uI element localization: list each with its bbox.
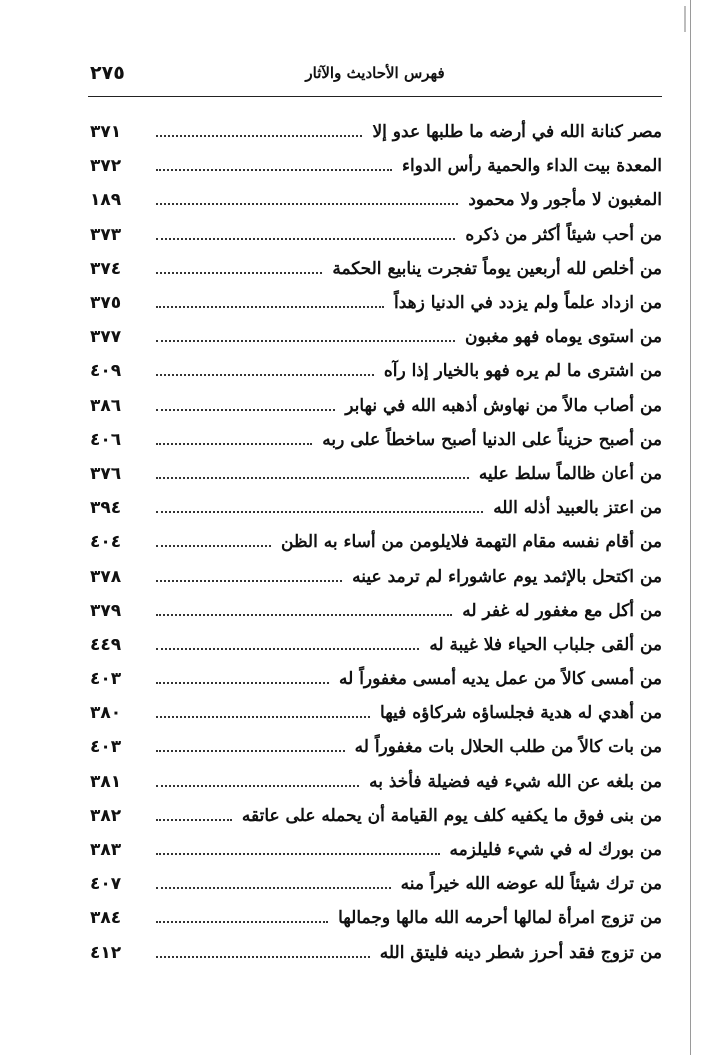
entry-page-number: ١٨٩ — [90, 190, 122, 211]
header-rule — [88, 96, 662, 97]
dot-leader — [156, 682, 329, 684]
index-entries — [90, 115, 662, 970]
dot-leader — [156, 819, 232, 821]
entry-text: من أعان ظالماً سلط عليه — [478, 463, 662, 484]
entry-page-number: ٤٠٣ — [90, 669, 122, 690]
entry-text: من اكتحل بالإثمد يوم عاشوراء لم ترمد عينه — [352, 566, 662, 587]
entry-page-number: ٣٧٥ — [90, 293, 122, 314]
dot-leader — [156, 921, 328, 923]
entry-text: من بلغه عن الله شيء فيه فضيلة فأخذ به — [369, 771, 662, 792]
entry-page-number: ٣٧٢ — [90, 156, 122, 177]
index-entry — [90, 833, 662, 867]
entry-text: من أكل مع مغفور له غفر له — [462, 600, 662, 621]
entry-text: من أحب شيئاً أكثر من ذكره — [465, 224, 662, 245]
entry-page-number: ٣٧٧ — [90, 327, 122, 348]
index-entry — [90, 252, 662, 286]
entry-text: من أصبح حزيناً على الدنيا أصبح ساخطاً على ربه — [322, 429, 662, 450]
entry-text: من اعتز بالعبيد أذله الله — [493, 498, 662, 519]
dot-leader — [156, 340, 455, 342]
entry-page-number: ٣٨٢ — [90, 805, 122, 826]
dot-leader — [156, 203, 458, 205]
entry-page-number: ٣٨١ — [90, 771, 122, 792]
entry-page-number: ٤٠٤ — [90, 532, 122, 553]
entry-text: من ألقى جلباب الحياء فلا غيبة له — [429, 634, 662, 655]
page-edge-line — [690, 0, 691, 1055]
index-entry — [90, 389, 662, 423]
index-entry — [90, 320, 662, 354]
entry-page-number: ٤١٢ — [90, 942, 122, 963]
dot-leader — [156, 135, 362, 137]
entry-page-number: ٤٠٣ — [90, 737, 122, 758]
dot-leader — [156, 785, 359, 787]
entry-page-number: ٣٨٦ — [90, 395, 122, 416]
dot-leader — [156, 887, 391, 889]
page-header — [90, 62, 660, 90]
index-entry — [90, 662, 662, 696]
entry-text: من أقام نفسه مقام التهمة فلايلومن من أساء به الظن — [281, 532, 662, 553]
index-entry — [90, 628, 662, 662]
entry-page-number: ٤٠٧ — [90, 874, 122, 895]
page-number: ٢٧٥ — [90, 62, 125, 84]
entry-text: من ازداد علماً ولم يزدد في الدنيا زهداً — [394, 293, 662, 314]
entry-text: من أخلص لله أربعين يوماً تفجرت ينابيع الحكمة — [332, 258, 662, 279]
dot-leader — [156, 238, 455, 240]
entry-text: من اشترى ما لم يره فهو بالخيار إذا رآه — [383, 361, 662, 382]
index-entry — [90, 765, 662, 799]
entry-page-number: ٣٩٤ — [90, 498, 122, 519]
running-title: فهرس الأحاديث والآثار — [305, 64, 445, 82]
index-entry — [90, 936, 662, 970]
entry-page-number: ٤٠٩ — [90, 361, 122, 382]
entry-text: المعدة بيت الداء والحمية رأس الدواء — [401, 156, 662, 177]
entry-page-number: ٣٨٤ — [90, 908, 122, 929]
scan-mark — [684, 6, 686, 32]
index-entry — [90, 696, 662, 730]
dot-leader — [156, 750, 345, 752]
dot-leader — [156, 169, 392, 171]
dot-leader — [156, 511, 483, 513]
index-entry — [90, 730, 662, 764]
dot-leader — [156, 409, 335, 411]
entry-page-number: ٣٧١ — [90, 122, 122, 143]
entry-text: من بنى فوق ما يكفيه كلف يوم القيامة أن يحمله على عاتقه — [241, 805, 662, 826]
index-entry — [90, 115, 662, 149]
dot-leader — [156, 545, 271, 547]
entry-page-number: ٤٤٩ — [90, 634, 122, 655]
index-entry — [90, 423, 662, 457]
entry-page-number: ٣٧٦ — [90, 463, 122, 484]
index-entry — [90, 491, 662, 525]
entry-text: من بات كالاً من طلب الحلال بات مغفوراً له — [354, 737, 662, 758]
entry-text: من تزوج فقد أحرز شطر دينه فليتق الله — [379, 942, 662, 963]
dot-leader — [156, 306, 384, 308]
dot-leader — [156, 853, 440, 855]
index-entry — [90, 799, 662, 833]
dot-leader — [156, 716, 370, 718]
entry-text: من استوى يوماه فهو مغبون — [464, 327, 662, 348]
dot-leader — [156, 614, 452, 616]
index-entry — [90, 354, 662, 388]
entry-page-number: ٣٨٠ — [90, 703, 122, 724]
index-entry — [90, 901, 662, 935]
entry-text: من ترك شيئاً لله عوضه الله خيراً منه — [400, 874, 662, 895]
entry-text: المغبون لا مأجور ولا محمود — [468, 190, 662, 211]
entry-text: من أهدي له هدية فجلساؤه شركاؤه فيها — [380, 703, 662, 724]
entry-text: من بورك له في شيء فليلزمه — [449, 840, 662, 861]
entry-page-number: ٣٨٣ — [90, 840, 122, 861]
entry-page-number: ٣٧٩ — [90, 600, 122, 621]
entry-page-number: ٣٧٣ — [90, 224, 122, 245]
entry-text: مصر كنانة الله في أرضه ما طلبها عدو إلا — [372, 122, 662, 143]
index-entry — [90, 594, 662, 628]
entry-page-number: ٤٠٦ — [90, 429, 122, 450]
index-entry — [90, 218, 662, 252]
entry-text: من تزوج امرأة لمالها أحرمه الله مالها وجمالها — [338, 908, 662, 929]
dot-leader — [156, 272, 322, 274]
dot-leader — [156, 443, 312, 445]
dot-leader — [156, 477, 469, 479]
entry-page-number: ٣٧٤ — [90, 258, 122, 279]
dot-leader — [156, 374, 374, 376]
index-entry — [90, 183, 662, 217]
index-entry — [90, 457, 662, 491]
index-entry — [90, 286, 662, 320]
entry-text: من أمسى كالاً من عمل يديه أمسى مغفوراً له — [339, 669, 662, 690]
index-entry — [90, 149, 662, 183]
entry-page-number: ٣٧٨ — [90, 566, 122, 587]
dot-leader — [156, 580, 342, 582]
dot-leader — [156, 956, 370, 958]
index-entry — [90, 559, 662, 593]
index-entry — [90, 867, 662, 901]
index-entry — [90, 525, 662, 559]
dot-leader — [156, 648, 419, 650]
entry-text: من أصاب مالاً من نهاوش أذهبه الله في نهابر — [345, 395, 662, 416]
